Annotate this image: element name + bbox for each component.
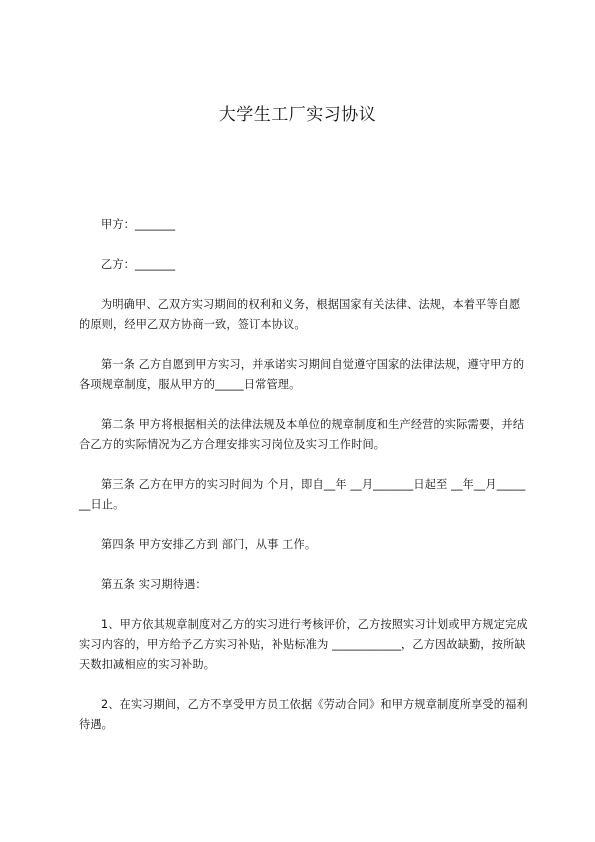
article-3-paragraph: 第三条 乙方在甲方的实习时间为 个月，即自__年 __月_______日起至 __年__月_______日止。 <box>79 478 526 511</box>
article-5-item-1: 1、甲方依其规章制度对乙方的实习进行考核评价，乙方按照实习计划或甲方规定完成实习内容的，甲方给予乙方实习补贴，补贴标准为 ____________，乙方因故缺勤，按所缺天数扣减相应的实习补助。 <box>79 618 528 671</box>
article-2-paragraph: 第二条 甲方将根据相关的法律法规及本单位的规章制度和生产经营的实际需要，并结合乙方的实际情况为乙方合理安排实习岗位及实习工作时间。 <box>79 418 525 451</box>
article-4-paragraph: 第四条 甲方安排乙方到 部门，从事 工作。 <box>101 538 317 551</box>
preamble-paragraph: 为明确甲、乙双方实习期间的权利和义务，根据国家有关法律、法规，本着平等自愿的原则，经甲乙双方协商一致，签订本协议。 <box>79 298 521 331</box>
party-a-line: 甲方：_______ <box>101 218 176 231</box>
document-body <box>79 215 529 755</box>
party-b-line: 乙方：_______ <box>101 258 176 271</box>
article-5-item-2: 2、在实习期间，乙方不享受甲方员工依据《劳动合同》和甲方规章制度所享受的福利待遇。 <box>79 698 528 731</box>
article-5-heading: 第五条 实习期待遇： <box>101 578 207 591</box>
document-title: 大学生工厂实习协议 <box>218 105 377 125</box>
article-1-paragraph: 第一条 乙方自愿到甲方实习，并承诺实习期间自觉遵守国家的法律法规，遵守甲方的各项规章制度，服从甲方的_____日常管理。 <box>79 358 525 391</box>
